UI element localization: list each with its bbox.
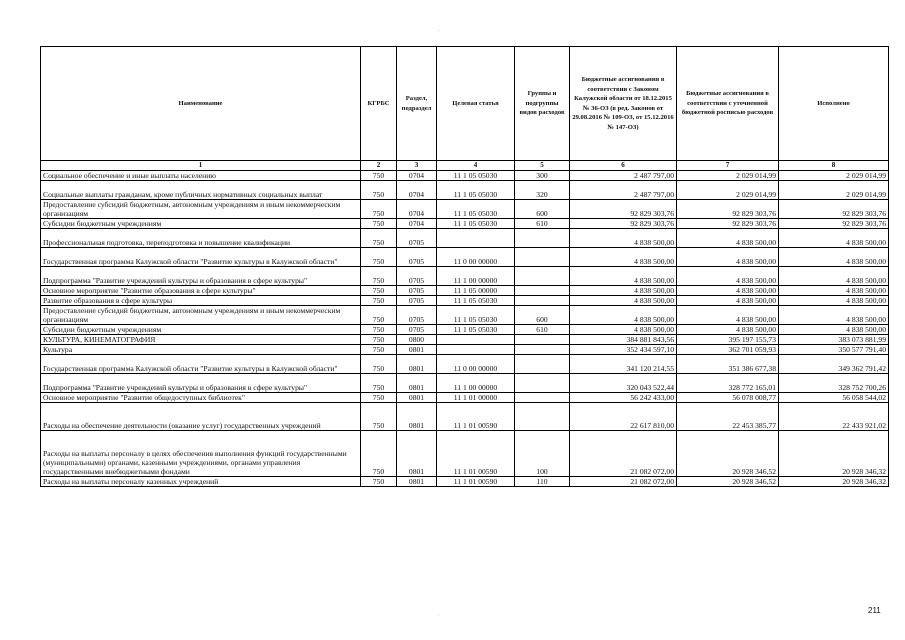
column-number: 6 (570, 161, 677, 171)
header-expense-group: Группы и подгруппы видов расходов (515, 47, 570, 161)
cell-name: Предоставление субсидий бюджетным, автономным учреждениям и иным некоммерческим организациям (41, 306, 361, 325)
scan-speck: ˌ (438, 610, 440, 616)
cell-kgrbs: 750 (361, 325, 397, 335)
cell-kgrbs: 750 (361, 345, 397, 355)
cell-section: 0705 (397, 286, 437, 296)
table-row (41, 477, 889, 487)
scan-speck: ˙ (438, 30, 440, 36)
cell-target-article: 11 1 05 05030 (437, 306, 515, 325)
cell-law-allocation: 21 082 072,00 (570, 431, 677, 477)
cell-section: 0801 (397, 403, 437, 431)
cell-name: Социальное обеспечение и иные выплаты населению (41, 171, 361, 181)
cell-kgrbs: 750 (361, 296, 397, 306)
cell-section: 0801 (397, 431, 437, 477)
cell-section: 0705 (397, 296, 437, 306)
cell-kgrbs: 750 (361, 200, 397, 219)
cell-executed: 349 362 791,42 (779, 355, 889, 374)
cell-name: Подпрограмма "Развитие учреждений культуры и образования в сфере культуры" (41, 374, 361, 393)
cell-section: 0801 (397, 345, 437, 355)
cell-executed: 4 838 500,00 (779, 286, 889, 296)
cell-section: 0801 (397, 477, 437, 487)
cell-expense-group (515, 345, 570, 355)
cell-kgrbs: 750 (361, 393, 397, 403)
cell-executed: 20 928 346,32 (779, 477, 889, 487)
cell-executed: 22 433 921,02 (779, 403, 889, 431)
table-row (41, 431, 889, 477)
table-row (41, 296, 889, 306)
cell-law-allocation: 4 838 500,00 (570, 306, 677, 325)
cell-law-allocation: 2 487 797,00 (570, 181, 677, 200)
cell-target-article: 11 1 05 05030 (437, 171, 515, 181)
cell-executed: 4 838 500,00 (779, 229, 889, 248)
cell-target-article: 11 1 00 00000 (437, 267, 515, 286)
cell-refined-allocation: 92 829 303,76 (677, 219, 779, 229)
cell-target-article: 11 1 05 05030 (437, 200, 515, 219)
cell-expense-group (515, 296, 570, 306)
cell-expense-group: 320 (515, 181, 570, 200)
cell-expense-group: 110 (515, 477, 570, 487)
cell-refined-allocation: 362 701 059,93 (677, 345, 779, 355)
table-row (41, 403, 889, 431)
column-number: 5 (515, 161, 570, 171)
cell-target-article: 11 0 00 00000 (437, 355, 515, 374)
cell-name: Социальные выплаты гражданам, кроме публичных нормативных социальных выплат (41, 181, 361, 200)
cell-executed: 4 838 500,00 (779, 325, 889, 335)
cell-name: Основное мероприятие "Развитие общедоступных библиотек" (41, 393, 361, 403)
cell-law-allocation: 4 838 500,00 (570, 286, 677, 296)
header-section: Раздел, подраздел (397, 47, 437, 161)
cell-name: Подпрограмма "Развитие учреждений культуры и образования в сфере культуры" (41, 267, 361, 286)
table-row (41, 286, 889, 296)
cell-executed: 2 029 014,99 (779, 171, 889, 181)
cell-target-article (437, 229, 515, 248)
cell-refined-allocation: 4 838 500,00 (677, 286, 779, 296)
cell-kgrbs: 750 (361, 248, 397, 267)
cell-target-article: 11 1 01 00000 (437, 393, 515, 403)
cell-section: 0800 (397, 335, 437, 345)
cell-section: 0705 (397, 306, 437, 325)
cell-kgrbs: 750 (361, 171, 397, 181)
cell-law-allocation: 56 242 433,00 (570, 393, 677, 403)
cell-section: 0704 (397, 171, 437, 181)
cell-kgrbs: 750 (361, 229, 397, 248)
cell-expense-group: 610 (515, 325, 570, 335)
cell-section: 0801 (397, 393, 437, 403)
cell-expense-group (515, 248, 570, 267)
cell-executed: 92 829 303,76 (779, 219, 889, 229)
cell-name: Государственная программа Калужской области "Развитие культуры в Калужской области" (41, 355, 361, 374)
cell-name: Расходы на обеспечение деятельности (оказание услуг) государственных учреждений (41, 403, 361, 431)
cell-kgrbs: 750 (361, 431, 397, 477)
cell-executed: 4 838 500,00 (779, 296, 889, 306)
cell-expense-group (515, 355, 570, 374)
cell-law-allocation: 4 838 500,00 (570, 325, 677, 335)
cell-target-article: 11 1 01 00590 (437, 403, 515, 431)
budget-table (40, 46, 889, 487)
table-row (41, 306, 889, 325)
cell-name: Субсидии бюджетным учреждениям (41, 219, 361, 229)
table-row (41, 374, 889, 393)
cell-target-article: 11 1 01 00590 (437, 431, 515, 477)
cell-executed: 4 838 500,00 (779, 306, 889, 325)
cell-kgrbs: 750 (361, 286, 397, 296)
cell-kgrbs: 750 (361, 181, 397, 200)
header-kgrbs: КГРБС (361, 47, 397, 161)
cell-expense-group (515, 267, 570, 286)
cell-kgrbs: 750 (361, 477, 397, 487)
cell-section: 0705 (397, 267, 437, 286)
header-target-article: Целевая статья (437, 47, 515, 161)
table-row (41, 229, 889, 248)
cell-name: Культура (41, 345, 361, 355)
cell-refined-allocation: 20 928 346,52 (677, 431, 779, 477)
cell-law-allocation: 4 838 500,00 (570, 267, 677, 286)
cell-expense-group: 600 (515, 200, 570, 219)
cell-target-article (437, 345, 515, 355)
cell-law-allocation: 341 120 214,55 (570, 355, 677, 374)
cell-refined-allocation: 2 029 014,99 (677, 181, 779, 200)
column-number: 4 (437, 161, 515, 171)
cell-executed: 20 928 346,32 (779, 431, 889, 477)
cell-law-allocation: 4 838 500,00 (570, 296, 677, 306)
cell-target-article: 11 0 00 00000 (437, 248, 515, 267)
cell-section: 0705 (397, 325, 437, 335)
cell-refined-allocation: 22 453 385,77 (677, 403, 779, 431)
table-row (41, 393, 889, 403)
header-row (41, 47, 889, 161)
column-number-row (41, 161, 889, 171)
cell-name: Расходы на выплаты персоналу в целях обеспечения выполнения функций государственными (муниципальными) органами, казенными учреждениями, органами управления государственными внебюджетными фондами (41, 431, 361, 477)
cell-expense-group: 600 (515, 306, 570, 325)
cell-name: КУЛЬТУРА, КИНЕМАТОГРАФИЯ (41, 335, 361, 345)
cell-refined-allocation: 4 838 500,00 (677, 306, 779, 325)
table-row (41, 335, 889, 345)
cell-refined-allocation: 2 029 014,99 (677, 171, 779, 181)
cell-law-allocation: 21 082 072,00 (570, 477, 677, 487)
cell-executed: 4 838 500,00 (779, 267, 889, 286)
cell-expense-group: 610 (515, 219, 570, 229)
table-row (41, 325, 889, 335)
cell-law-allocation: 22 617 810,00 (570, 403, 677, 431)
column-number: 1 (41, 161, 361, 171)
cell-section: 0705 (397, 229, 437, 248)
cell-law-allocation: 92 829 303,76 (570, 200, 677, 219)
cell-kgrbs: 750 (361, 403, 397, 431)
column-number: 3 (397, 161, 437, 171)
cell-executed: 4 838 500,00 (779, 248, 889, 267)
table-row (41, 219, 889, 229)
cell-executed: 383 073 881,99 (779, 335, 889, 345)
header-law-allocations: Бюджетные ассигнования в соответствии с Законом Калужской области от 18.12.2015 № 36-ОЗ (в ред. Законов от 29.08.2016 № 109-ОЗ, от 15.12.2016 № 147-ОЗ) (570, 47, 677, 161)
cell-target-article (437, 335, 515, 345)
cell-kgrbs: 750 (361, 335, 397, 345)
cell-target-article: 11 1 00 00000 (437, 374, 515, 393)
cell-kgrbs: 750 (361, 267, 397, 286)
cell-name: Государственная программа Калужской области "Развитие культуры в Калужской области" (41, 248, 361, 267)
column-number: 8 (779, 161, 889, 171)
cell-law-allocation: 384 881 843,56 (570, 335, 677, 345)
cell-expense-group (515, 286, 570, 296)
cell-executed: 328 752 700,26 (779, 374, 889, 393)
cell-name: Развитие образования в сфере культуры (41, 296, 361, 306)
cell-target-article: 11 1 05 05030 (437, 296, 515, 306)
table-row (41, 200, 889, 219)
cell-section: 0801 (397, 355, 437, 374)
cell-refined-allocation: 20 928 346,52 (677, 477, 779, 487)
table-row (41, 248, 889, 267)
cell-executed: 2 029 014,99 (779, 181, 889, 200)
cell-executed: 92 829 303,76 (779, 200, 889, 219)
cell-kgrbs: 750 (361, 306, 397, 325)
table-body (41, 171, 889, 487)
page-number: 211 (868, 606, 881, 615)
cell-name: Основное мероприятие "Развитие образования в сфере культуры" (41, 286, 361, 296)
cell-refined-allocation: 4 838 500,00 (677, 296, 779, 306)
cell-name: Расходы на выплаты персоналу казенных учреждений (41, 477, 361, 487)
cell-refined-allocation: 351 386 677,38 (677, 355, 779, 374)
column-number: 7 (677, 161, 779, 171)
cell-law-allocation: 4 838 500,00 (570, 248, 677, 267)
cell-law-allocation: 2 487 797,00 (570, 171, 677, 181)
cell-name: Субсидии бюджетным учреждениям (41, 325, 361, 335)
cell-refined-allocation: 395 197 155,73 (677, 335, 779, 345)
cell-target-article: 11 1 05 00000 (437, 286, 515, 296)
cell-section: 0705 (397, 248, 437, 267)
cell-expense-group: 100 (515, 431, 570, 477)
cell-target-article: 11 1 01 00590 (437, 477, 515, 487)
table-row (41, 171, 889, 181)
cell-kgrbs: 750 (361, 374, 397, 393)
header-name: Наименование (41, 47, 361, 161)
cell-refined-allocation: 4 838 500,00 (677, 229, 779, 248)
cell-executed: 56 058 544,02 (779, 393, 889, 403)
cell-expense-group: 300 (515, 171, 570, 181)
cell-section: 0704 (397, 181, 437, 200)
cell-kgrbs: 750 (361, 219, 397, 229)
cell-refined-allocation: 4 838 500,00 (677, 267, 779, 286)
cell-name: Предоставление субсидий бюджетным, автономным учреждениям и иным некоммерческим организациям (41, 200, 361, 219)
cell-law-allocation: 92 829 303,76 (570, 219, 677, 229)
table-row (41, 267, 889, 286)
cell-section: 0704 (397, 219, 437, 229)
cell-expense-group (515, 393, 570, 403)
table-row (41, 345, 889, 355)
cell-expense-group (515, 229, 570, 248)
cell-refined-allocation: 328 772 165,01 (677, 374, 779, 393)
cell-refined-allocation: 4 838 500,00 (677, 248, 779, 267)
cell-target-article: 11 1 05 05030 (437, 219, 515, 229)
cell-expense-group (515, 403, 570, 431)
cell-executed: 350 577 791,40 (779, 345, 889, 355)
table-row (41, 355, 889, 374)
cell-section: 0704 (397, 200, 437, 219)
cell-name: Профессиональная подготовка, переподготовка и повышение квалификации (41, 229, 361, 248)
cell-law-allocation: 4 838 500,00 (570, 229, 677, 248)
cell-target-article: 11 1 05 05030 (437, 181, 515, 200)
table-row (41, 181, 889, 200)
cell-law-allocation: 352 434 597,10 (570, 345, 677, 355)
cell-law-allocation: 320 043 522,44 (570, 374, 677, 393)
column-number: 2 (361, 161, 397, 171)
header-executed: Исполнено (779, 47, 889, 161)
cell-section: 0801 (397, 374, 437, 393)
cell-expense-group (515, 374, 570, 393)
cell-refined-allocation: 56 078 008,77 (677, 393, 779, 403)
cell-expense-group (515, 335, 570, 345)
cell-refined-allocation: 92 829 303,76 (677, 200, 779, 219)
cell-kgrbs: 750 (361, 355, 397, 374)
cell-refined-allocation: 4 838 500,00 (677, 325, 779, 335)
header-refined-allocations: Бюджетные ассигнования в соответствии с уточненной бюджетной росписью расходов (677, 47, 779, 161)
cell-target-article: 11 1 05 05030 (437, 325, 515, 335)
